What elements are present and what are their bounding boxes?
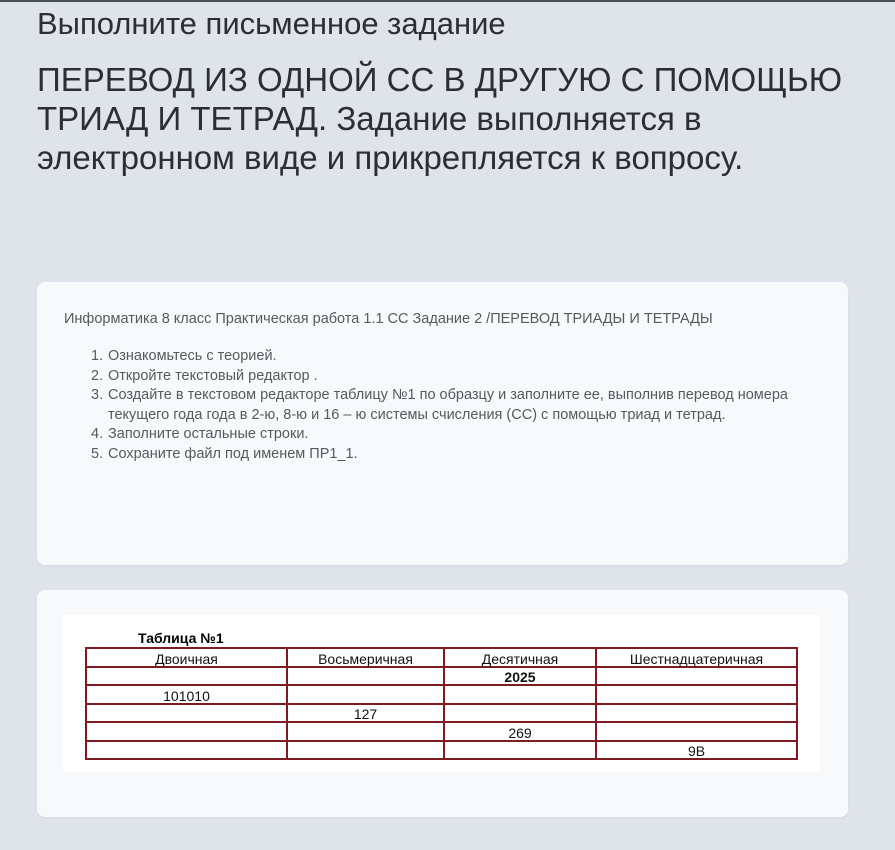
cell (86, 667, 287, 686)
table-header-row (86, 648, 797, 667)
step-item (64, 347, 804, 367)
task-title: ПЕРЕВОД ИЗ ОДНОЙ СС В ДРУГУЮ С ПОМОЩЬЮ ТРИАД И ТЕТРАД. Задание выполняется в электронном виде и прикрепляется к вопросу. (37, 61, 843, 176)
cell (444, 685, 596, 704)
table-row (86, 667, 797, 686)
step-item (64, 445, 804, 465)
instructions-intro: Информатика 8 класс Практическая работа 1.1 СС Задание 2 /ПЕРЕВОД ТРИАДЫ И ТЕТРАДЫ (64, 311, 713, 327)
table-row (86, 741, 797, 760)
table-caption: Таблица №1 (138, 630, 224, 646)
conversion-table (85, 647, 798, 760)
step-item (64, 425, 804, 445)
step-item (64, 367, 804, 387)
table-row (86, 722, 797, 741)
cell (444, 704, 596, 723)
step-text: Откройте текстовый редактор . (108, 367, 318, 384)
cell: 101010 (86, 685, 287, 704)
cell (86, 704, 287, 723)
step-number: 5. (91, 445, 104, 462)
header-octal: Восьмеричная (287, 648, 444, 667)
cell (287, 741, 444, 760)
step-text: Заполните остальные строки. (108, 426, 309, 442)
cell: 2025 (444, 667, 596, 686)
header-decimal: Десятичная (444, 648, 596, 667)
instructions-card (37, 282, 848, 565)
cell (287, 667, 444, 686)
table-image (63, 615, 820, 772)
header-hex: Шестнадцатеричная (596, 648, 797, 667)
step-number: 3. (91, 387, 104, 403)
step-number: 2. (91, 367, 104, 384)
step-number: 4. (91, 426, 104, 442)
cell (596, 685, 797, 704)
cell (444, 741, 596, 760)
cell (86, 741, 287, 760)
table-card (37, 590, 848, 817)
table-row (86, 685, 797, 704)
cell (287, 722, 444, 741)
cell (596, 704, 797, 723)
cell (287, 685, 444, 704)
step-item (64, 386, 804, 425)
instruction-steps (64, 347, 804, 464)
step-text: Сохраните файл под именем ПР1_1. (108, 445, 358, 462)
table-row (86, 704, 797, 723)
cell (86, 722, 287, 741)
cell: 9B (596, 741, 797, 760)
cell: 127 (287, 704, 444, 723)
page-heading: Выполните письменное задание (37, 6, 506, 41)
cell (596, 722, 797, 741)
step-number: 1. (91, 348, 104, 364)
cell (596, 667, 797, 686)
step-text: Ознакомьтесь с теорией. (108, 348, 277, 364)
step-text: Создайте в текстовом редакторе таблицу №1 по образцу и заполните ее, выполнив перевод номера текущего года года в 2-ю, 8-ю и 16 – ю системы счисления (СС) с помощью триад и тетрад. (108, 387, 788, 423)
header-binary: Двоичная (86, 648, 287, 667)
cell: 269 (444, 722, 596, 741)
